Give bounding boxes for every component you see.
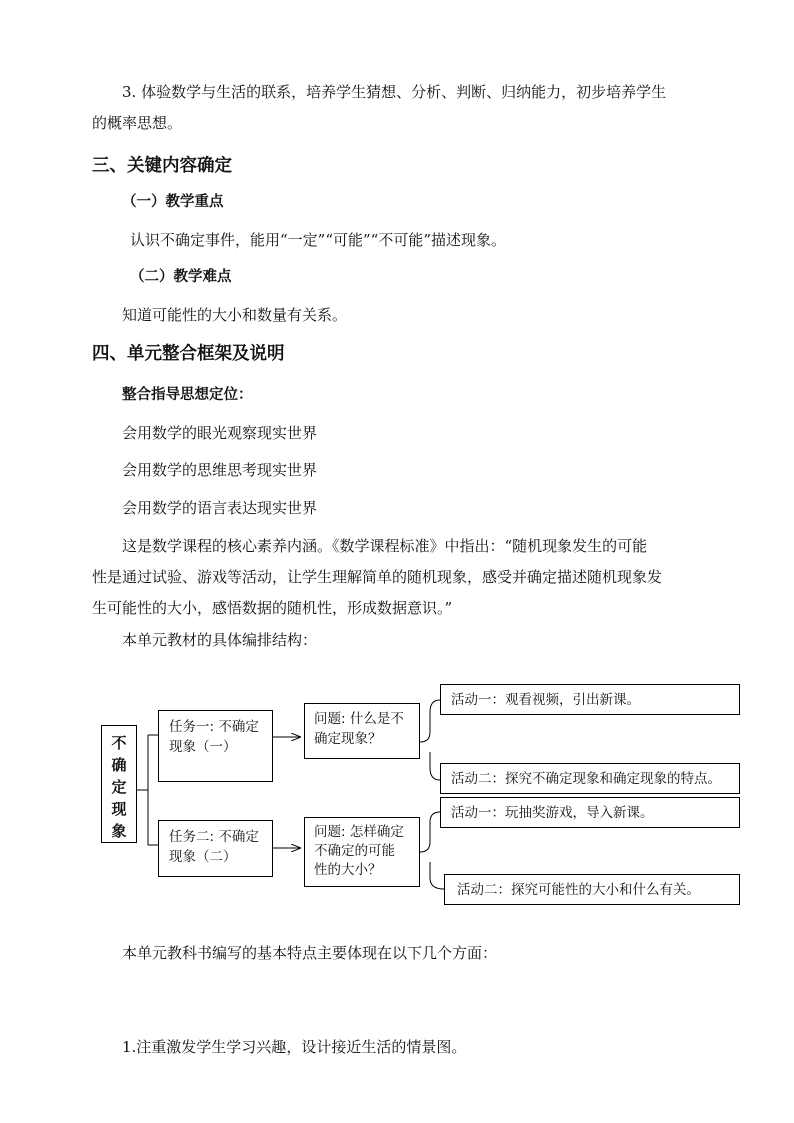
root-char-1: 不 <box>111 734 127 752</box>
question1-brace <box>420 700 440 780</box>
root-char-4: 现 <box>111 800 127 818</box>
question1-box <box>304 703 420 759</box>
guide-item-3: 会用数学的语言表达现实世界 <box>122 499 318 517</box>
section3-sub2-title: （二）教学难点 <box>130 269 232 285</box>
structure-intro: 本单元教材的具体编排结构： <box>122 631 318 649</box>
guide-title: 整合指导思想定位： <box>122 387 253 403</box>
task2-line2: 现象（二） <box>169 849 237 865</box>
question2-box <box>304 817 420 887</box>
section3-sub1-title: （一）教学重点 <box>122 194 224 210</box>
question2-line3: 性的大小？ <box>314 862 382 878</box>
activity1-1-box <box>440 684 740 715</box>
question2-line1: 问题: 怎样确定 <box>314 824 404 840</box>
core-para-line1: 这是数学课程的核心素养内涵。《数学课程标准》中指出：“随机现象发生的可能 <box>122 537 648 555</box>
features-item-1: 1.注重激发学生学习兴趣，设计接近生活的情景图。 <box>122 1038 467 1056</box>
root-char-2: 确 <box>111 756 127 774</box>
question1-line2: 确定现象？ <box>314 731 382 747</box>
section4-title: 四、单元整合框架及说明 <box>92 344 285 364</box>
activity1-2-box <box>440 763 740 794</box>
activity2-1-text: 活动一：玩抽奖游戏，导入新课。 <box>451 805 654 821</box>
task1-line2: 现象（一） <box>169 739 237 755</box>
question2-line2: 不确定的可能 <box>314 843 395 859</box>
guide-item-2: 会用数学的思维思考现实世界 <box>122 461 318 479</box>
features-intro: 本单元教科书编写的基本特点主要体现在以下几个方面： <box>122 944 498 962</box>
question1-line1: 问题: 什么是不 <box>314 711 404 727</box>
goal3-line1: 3. 体验数学与生活的联系，培养学生猜想、分析、判断、归纳能力，初步培养学生 <box>122 83 667 101</box>
root-brace <box>137 735 158 845</box>
section3-sub1-text: 认识不确定事件，能用“一定”“可能”“不可能”描述现象。 <box>130 231 507 249</box>
section3-sub2-text: 知道可能性的大小和数量有关系。 <box>122 306 348 324</box>
core-para-line3: 生可能性的大小，感悟数据的随机性，形成数据意识。” <box>92 599 453 617</box>
activity2-2-box <box>444 874 740 905</box>
task1-box <box>158 710 273 782</box>
task1-line1: 任务一: 不确定 <box>169 719 259 735</box>
activity1-1-text: 活动一：观看视频，引出新课。 <box>451 692 640 708</box>
root-char-5: 象 <box>111 822 127 840</box>
task2-box <box>158 820 273 877</box>
root-char-3: 定 <box>111 778 127 796</box>
section3-title: 三、关键内容确定 <box>92 156 232 176</box>
core-para-line2: 性是通过试验、游戏等活动，让学生理解简单的随机现象，感受并确定描述随机现象发 <box>92 568 663 586</box>
activity2-1-box <box>440 797 740 828</box>
goal3-line2: 的概率思想。 <box>92 114 183 132</box>
activity1-2-text: 活动二：探究不确定现象和确定现象的特点。 <box>451 771 721 787</box>
activity2-2-text: 活动二：探究可能性的大小和什么有关。 <box>457 882 700 898</box>
guide-item-1: 会用数学的眼光观察现实世界 <box>122 424 318 442</box>
task2-line1: 任务二: 不确定 <box>169 829 259 845</box>
root-box <box>101 725 137 843</box>
